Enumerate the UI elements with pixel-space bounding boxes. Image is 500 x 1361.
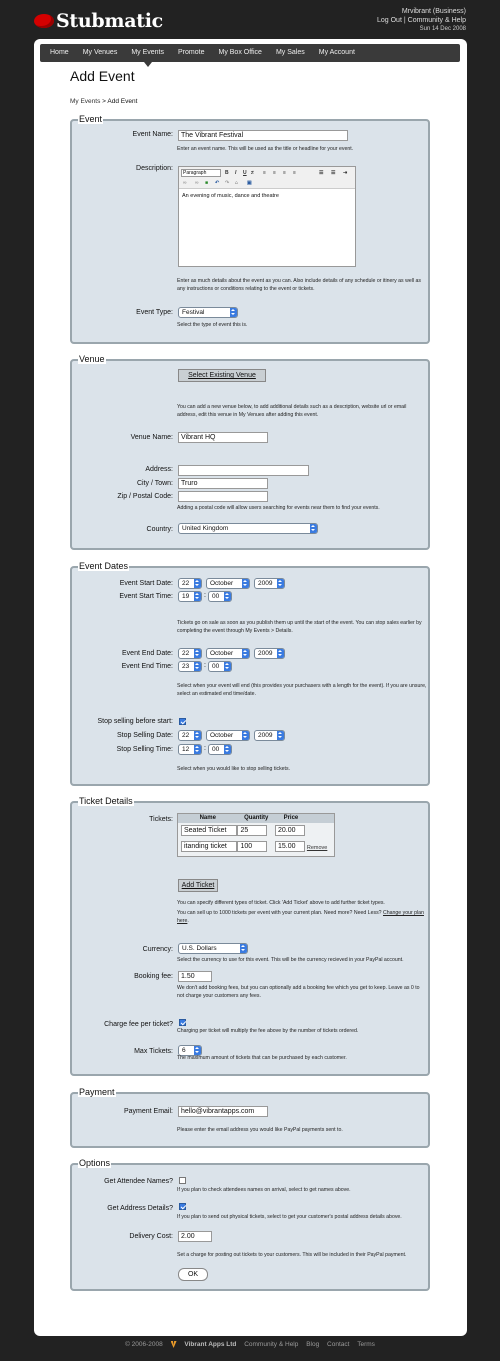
ticket-quantity-input[interactable]: 100 [237,841,267,852]
event-type-label: Event Type: [136,309,173,316]
payment-email-label: Payment Email: [123,1108,173,1115]
start-time-label: Event Start Time: [119,593,173,600]
end-day-select[interactable]: 22 [178,648,202,659]
charge-per-ticket-help: Charging per ticket will multiply the fee above by the number of tickets ordered. [177,1028,359,1034]
charge-per-ticket-label: Charge fee per ticket? [104,1021,173,1028]
select-arrows-icon [230,308,237,317]
underline-icon[interactable]: U [243,170,247,176]
stop-hour-select[interactable]: 12 [178,744,202,755]
attendee-names-label: Get Attendee Names? [104,1178,173,1185]
max-tickets-help: The maximum amount of tickets that can be purchased by each customer. [177,1055,347,1061]
top-bar [0,0,500,40]
nav-my-account[interactable]: My Account [318,49,355,56]
stop-minute-select[interactable]: 00 [208,744,232,755]
column-header-name: Name [178,814,238,823]
nav-my-sales[interactable]: My Sales [275,49,305,56]
format-select[interactable]: Paragraph [181,169,221,177]
end-year-select[interactable]: 2009 [254,648,285,659]
breadcrumb-my-events[interactable]: My Events [70,98,101,105]
stop-selling-checkbox[interactable] [179,718,186,725]
bold-icon[interactable]: B [225,170,229,176]
add-ticket-button[interactable]: Add Ticket [178,879,218,892]
align-center-icon[interactable]: ≡ [273,170,276,176]
venue-fieldset [70,354,430,550]
page-title: Add Event [70,68,135,84]
country-value: United Kingdom [182,525,229,532]
start-date-label: Event Start Date: [119,580,173,587]
max-tickets-label: Max Tickets: [134,1048,173,1055]
ticket-price-input[interactable]: 15.00 [275,841,305,852]
currency-select[interactable]: U.S. Dollars [178,943,248,954]
breadcrumb-current: Add Event [107,98,138,105]
copyright: © 2006-2008 [125,1341,163,1349]
redo-icon[interactable]: ↷ [225,180,230,186]
address-label: Address: [145,466,173,473]
stop-date-label: Stop Selling Date: [116,732,173,739]
ticket-logo-icon [34,14,54,28]
start-help: Tickets go on sale as soon as you publish them up until the start of the event. You can stop sales earlier by completing the event through My Events > Details. [177,620,422,634]
align-right-icon[interactable]: ≡ [283,170,286,176]
city-label: City / Town: [136,480,173,487]
stop-month-select[interactable]: October [206,730,250,741]
username: Mrvibrant (Business) [401,8,466,15]
venue-legend: Venue [79,354,105,364]
undo-icon[interactable]: ↶ [215,180,220,186]
stop-help: Select when you would like to stop selling tickets. [177,766,291,772]
end-date-label: Event End Date: [122,650,173,657]
footer [0,1341,500,1348]
tickets-help: You can specify different types of ticket. Click 'Add Ticket' above to add further ticket types. [177,900,385,906]
charge-per-ticket-checkbox[interactable] [179,1019,186,1026]
delivery-cost-label: Delivery Cost: [129,1233,173,1240]
description-editor[interactable] [178,166,356,267]
company-name: Vibrant Apps Ltd [184,1341,237,1349]
booking-fee-label: Booking fee: [134,973,173,980]
country-label: Country: [146,526,173,533]
payment-fieldset [70,1087,430,1148]
change-plan-link[interactable]: Change your plan here [177,910,424,924]
nav-promote[interactable]: Promote [178,49,205,56]
start-minute-select[interactable]: 00 [208,591,232,602]
address-details-checkbox[interactable] [179,1203,186,1210]
tickets-label: Tickets: [149,816,173,823]
time-colon: : [204,662,206,669]
zip-input[interactable] [178,491,268,502]
html-icon[interactable]: ⌂ [235,180,239,186]
unlink-icon[interactable]: ∞ [195,180,199,186]
address-input[interactable] [178,465,309,476]
column-header-price: Price [275,814,307,823]
ticket-details-legend: Ticket Details [79,796,133,806]
bullet-list-icon[interactable]: ☰ [319,170,324,176]
ticket-price-input[interactable]: 20.00 [275,825,305,836]
start-day-select[interactable]: 22 [178,578,202,589]
footer-community-link[interactable]: Community & Help [244,1341,299,1349]
time-colon: : [204,745,206,752]
event-type-help: Select the type of event this is. [177,322,248,328]
delivery-cost-help: Set a charge for posting out tickets to your customers. This will be included in their PayPal payment. [177,1252,407,1258]
booking-fee-help: We don't add booking fees, but you can optionally add a booking fee which you get to keep. Leave as 0 to not charge your customers any fees. [177,985,420,999]
address-details-label: Get Address Details? [107,1205,173,1212]
currency-label: Currency: [142,946,173,953]
nav-my-venues[interactable]: My Venues [82,49,118,56]
delivery-cost-input[interactable]: 2.00 [178,1231,212,1242]
brand-name: Stubmatic [56,10,163,32]
booking-fee-input[interactable]: 1.50 [178,971,212,982]
image-icon[interactable]: ■ [205,180,209,186]
event-name-help: Enter an event name. This will be used as the title or headline for your event. [177,146,354,152]
editor-toolbar [179,167,355,189]
separator: | [403,16,406,24]
italic-icon[interactable]: I [235,170,237,176]
options-legend: Options [79,1158,111,1168]
footer-blog-link[interactable]: Blog [306,1341,320,1349]
start-year-select[interactable]: 2009 [254,578,285,589]
payment-help: Please enter the email address you would like PayPal payments sent to. [177,1127,343,1133]
indent-icon[interactable]: ⇥ [343,170,348,176]
event-type-value: Festival [182,309,205,316]
event-name-label: Event Name: [132,131,173,138]
stop-selling-label: Stop selling before start: [97,718,173,725]
description-label: Description: [136,165,173,172]
venue-name-input[interactable]: Vibrant HQ [178,432,268,443]
stop-time-label: Stop Selling Time: [116,746,173,753]
event-dates-fieldset [70,561,430,786]
end-month-select[interactable]: October [206,648,250,659]
stop-year-select[interactable]: 2009 [254,730,285,741]
ticket-name-input[interactable]: Seated Ticket [181,825,237,836]
ticket-quantity-input[interactable]: 25 [237,825,267,836]
strike-icon[interactable]: ≠ [251,170,254,176]
user-box [377,8,466,34]
ticket-details-fieldset [70,796,430,1076]
breadcrumb-separator: > [102,98,106,105]
select-arrows-icon [310,524,317,533]
logout-link[interactable]: Log Out [376,16,402,24]
nav-my-box-office[interactable]: My Box Office [218,49,262,56]
select-existing-venue-button[interactable]: Select Existing Venue [178,369,266,382]
justify-icon[interactable]: ≡ [293,170,296,176]
end-time-label: Event End Time: [121,663,173,670]
column-header-quantity: Quantity [237,814,275,823]
footer-contact-link[interactable]: Contact [327,1341,350,1349]
time-colon: : [204,592,206,599]
ticket-name-input[interactable]: itanding ticket [181,841,237,852]
remove-ticket-link[interactable]: Remove [306,845,328,852]
start-month-select[interactable]: October [206,578,250,589]
footer-terms-link[interactable]: Terms [357,1341,375,1349]
address-details-help: If you plan to send out physical tickets, select to get your customer's postal address details above. [177,1214,402,1220]
stop-day-select[interactable]: 22 [178,730,202,741]
event-legend: Event [79,114,103,124]
description-text: An evening of music, dance and theatre [182,193,279,199]
venue-help: You can add a new venue below, to add additional details such as a description, website url or email address, edit this venue in My Venues after adding this event. [177,404,407,418]
options-fieldset [70,1158,430,1291]
end-hour-select[interactable]: 23 [178,661,202,672]
city-input[interactable]: Truro [178,478,268,489]
align-left-icon[interactable]: ≡ [263,170,266,176]
payment-legend: Payment [79,1087,115,1097]
event-type-select[interactable] [178,307,238,318]
fullscreen-icon[interactable]: ▣ [247,180,252,186]
plan-help: You can sell up to 1000 tickets per event with your current plan. Need more? Need Less? Change your plan here. [177,910,424,924]
ok-button[interactable]: OK [178,1268,208,1281]
main-nav [40,44,460,62]
table-row [178,823,335,840]
stubmatic-logo[interactable] [34,10,163,32]
zip-label: Zip / Postal Code: [117,493,173,500]
attendee-names-help: If you plan to check attendees names on arrival, select to get names above. [177,1187,351,1193]
current-date: Sun 14 Dec 2008 [419,26,466,32]
attendee-names-checkbox[interactable] [179,1177,186,1184]
venue-name-label: Venue Name: [130,434,173,441]
currency-help: Select the currency to use for this event. This will be the currency recieved in your PayPal account. [177,957,404,963]
link-icon[interactable]: ∞ [183,180,187,186]
end-help: Select when your event will end (this provides your purchasers with a length for the event). If you are unsure, select an estimated end time/date. [177,683,427,697]
max-tickets-select[interactable]: 6 [178,1045,202,1056]
description-help: Enter as much details about the event as you can. Also include details of any schedule or itinery as well as any instructions or conditions relating to the event or tickets. [177,278,421,292]
vibrant-logo-icon [171,1341,177,1348]
end-minute-select[interactable]: 00 [208,661,232,672]
numbered-list-icon[interactable]: ☰ [331,170,336,176]
zip-help: Adding a postal code will allow users searching for events near them to find your events. [177,505,380,511]
event-name-input[interactable]: The Vibrant Festival [178,130,348,141]
community-link[interactable]: Community & Help [407,16,466,24]
table-row [178,840,335,857]
start-hour-select[interactable]: 19 [178,591,202,602]
event-fieldset [70,114,430,344]
breadcrumb [70,98,137,105]
nav-home[interactable]: Home [50,49,69,56]
country-select[interactable] [178,523,318,534]
nav-my-events[interactable]: My Events [124,44,171,62]
tickets-table [177,813,335,857]
payment-email-input[interactable]: hello@vibrantapps.com [178,1106,268,1117]
event-dates-legend: Event Dates [79,561,129,571]
